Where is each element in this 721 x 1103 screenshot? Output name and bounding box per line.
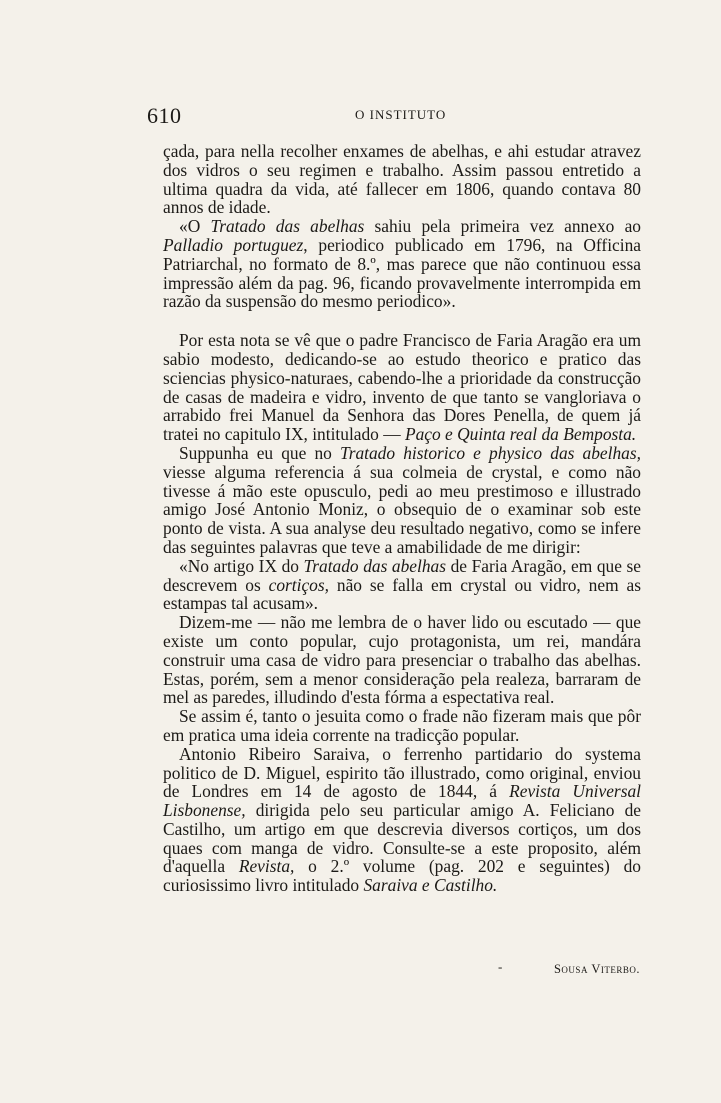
signature-dash: - — [498, 959, 503, 974]
author-signature: Sousa Viterbo. — [553, 962, 640, 976]
page-number: 610 — [147, 103, 182, 128]
paragraph-8: Antonio Ribeiro Saraiva, o ferrenho partidario do systema politico de D. Miguel, espirito tão illustrado, como original, enviou de Londres em 14 de agosto de 1844, á Revista Universal Lisbonense, dirigida pelo seu particular amigo A. Feliciano de Castilho, um artigo em que descrevia diversos cortiços, um dos quaes com manga de vidro. Consulte-se a este proposito, além d'aquella Revista, o 2.º volume (pag. 202 e seguintes) do curiosissimo livro intitulado Saraiva e Castilho. — [163, 743, 641, 896]
paragraph-4: Suppunha eu que no Tratado historico e physico das abelhas, viesse alguma referencia á sua colmeia de crystal, e como não tivesse á mão este opusculo, pedi ao meu prestimoso e illustrado amigo José Antonio Moniz, o obsequio de o examinar sob este ponto de vista. A sua analyse deu resultado negativo, como se infere das seguintes palavras que teve a amabilidade de me dirigir: — [163, 442, 641, 557]
paragraph-3: Por esta nota se vê que o padre Francisco de Faria Aragão era um sabio modesto, dedicando-se ao estudo theorico e pratico das sciencias physico-naturaes, cabendo-lhe a prioridade da construcção de casas de madeira e vidro, invento de que tanto se vangloriava o arrabido frei Manuel da Senhora das Dores Penella, de quem já tratei no capitulo IX, intitulado — Paço e Quinta real da Bemposta. — [163, 330, 641, 445]
paragraph-6: Dizem-me — não me lembra de o haver lido ou escutado — que existe um conto popular, cujo protagonista, um rei, mandára construir uma casa de vidro para presenciar o trabalho das abelhas. Estas, porém, sem a menor consideração pela realeza, barraram de mel as paredes, illudindo d'esta fórma a espectativa real. — [163, 612, 641, 708]
paragraph-7: Se assim é, tanto o jesuita como o frade não fizeram mais que pôr em pratica uma ideia corrente na tradicção popular. — [163, 706, 641, 745]
body-text — [163, 142, 641, 895]
paragraph-5-quote: «No artigo IX do Tratado das abelhas de Faria Aragão, em que se descrevem os cortiços, não se falla em crystal ou vidro, nem as estampas tal acusam». — [163, 555, 641, 614]
paragraph-1: çada, para nella recolher enxames de abelhas, e ahi estudar atravez dos vidros o seu regimen e trabalho. Assim passou entretido a ultima quadra da vida, até fallecer em 1806, quando contava 80 annos de idade. — [163, 141, 641, 218]
paragraph-gap — [163, 311, 641, 331]
running-title: O INSTITUTO — [355, 107, 447, 122]
page-header — [147, 103, 647, 129]
paragraph-2-quote: «O Tratado das abelhas sahiu pela primeira vez annexo ao Palladio portuguez, periodico publicado em 1796, na Officina Patriarchal, no formato de 8.º, mas parece que não continuou essa impressão além da pag. 96, ficando provavelmente interrompida em razão da suspensão do mesmo periodico». — [163, 216, 641, 312]
